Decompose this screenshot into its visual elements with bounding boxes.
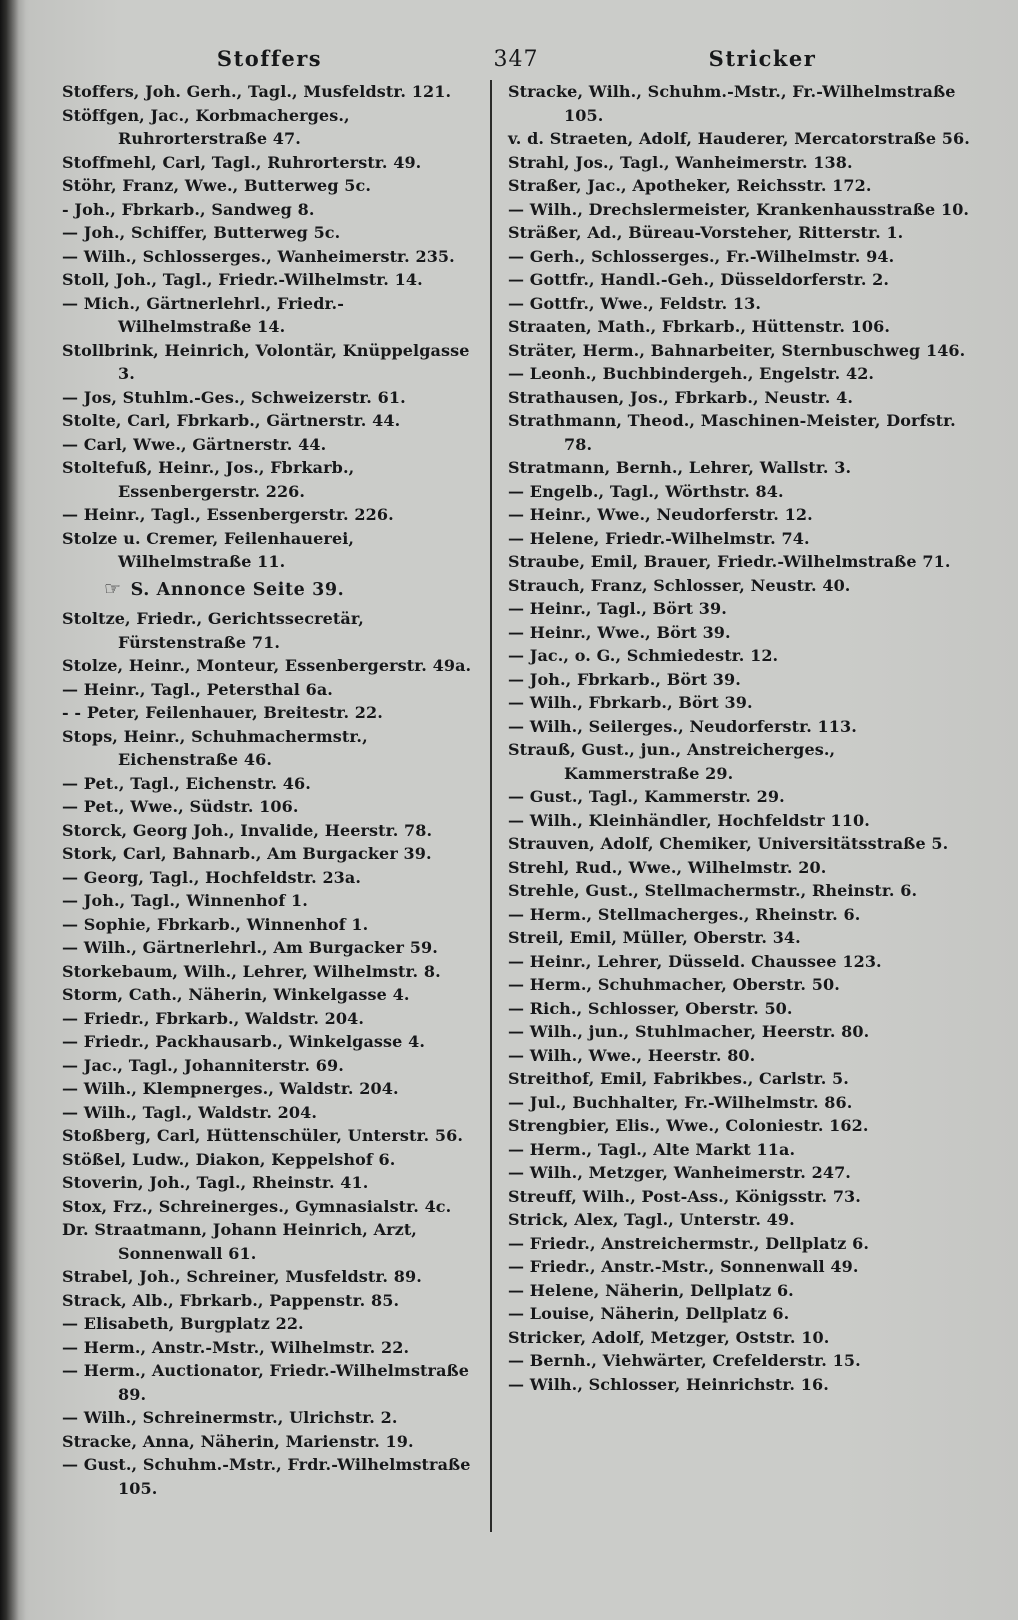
directory-entry: — Herm., Tagl., Alte Markt 11a. [508,1139,796,1159]
directory-entry: — Wilh., Gärtnerlehrl., Am Burgacker 59. [62,938,438,957]
directory-entry: — Georg, Tagl., Hochfeldstr. 23a. [62,867,362,887]
directory-entry: Straaten, Math., Fbrkarb., Hüttenstr. 106. [508,317,891,336]
binding-shadow [0,0,26,1620]
directory-entry: — Wilh., jun., Stuhlmacher, Heerstr. 80. [508,1022,870,1041]
directory-entry: — Heinr., Tagl., Bört 39. [508,599,727,618]
directory-entry: — Louise, Näherin, Dellplatz 6. [508,1304,790,1323]
directory-entry: v. d. Straeten, Adolf, Hauderer, Mercatorstraße 56. [508,129,970,148]
directory-entry: Storm, Cath., Näherin, Winkelgasse 4. [62,985,410,1004]
directory-entry: Stox, Frz., Schreinerges., Gymnasialstr. 4c. [62,1196,452,1216]
directory-entry: — Gust., Schuhm.-Mstr., Frdr.-Wilhelmstraße 105. [62,1455,471,1498]
directory-entry: Stolze, Heinr., Monteur, Essenbergerstr. 49a. [62,656,472,675]
directory-entry: Strehle, Gust., Stellmachermstr., Rheinstr. 6. [508,881,918,900]
directory-entry: — Herm., Anstr.-Mstr., Wilhelmstr. 22. [62,1337,410,1357]
manicule-icon: ☞ [104,577,122,600]
directory-entry: Strahl, Jos., Tagl., Wanheimerstr. 138. [508,152,853,172]
annonce-text: S. Annonce Seite 39. [130,579,345,600]
directory-entry: Sträter, Herm., Bahnarbeiter, Sternbuschweg 146. [508,340,966,360]
directory-entry: Stracke, Wilh., Schuhm.-Mstr., Fr.-Wilhelmstraße 105. [508,82,956,125]
directory-entry: — Gottfr., Handl.-Geh., Düsseldorferstr. 2. [508,270,890,289]
directory-entry: — Heinr., Tagl., Petersthal 6a. [62,679,333,699]
directory-entry: — Wilh., Seilerges., Neudorferstr. 113. [508,716,857,736]
directory-entry: — Gerh., Schlosserges., Fr.-Wilhelmstr. 94. [508,246,895,266]
directory-entry: — Herm., Schuhmacher, Oberstr. 50. [508,975,840,994]
directory-entry: Strauch, Franz, Schlosser, Neustr. 40. [508,575,851,595]
directory-entry: Sträßer, Ad., Büreau-Vorsteher, Ritterstr. 1. [508,223,904,242]
directory-entry: Stratmann, Bernh., Lehrer, Wallstr. 3. [508,458,852,477]
directory-entry: — Jul., Buchhalter, Fr.-Wilhelmstr. 86. [508,1092,853,1112]
directory-entry: - - Peter, Feilenhauer, Breitestr. 22. [62,703,383,722]
directory-entry: — Friedr., Anstr.-Mstr., Sonnenwall 49. [508,1257,859,1276]
directory-entry: — Gottfr., Wwe., Feldstr. 13. [508,293,762,313]
page-header [0,0,1018,80]
directory-entry: Stracke, Anna, Näherin, Marienstr. 19. [62,1431,414,1451]
directory-entry: Storck, Georg Joh., Invalide, Heerstr. 78. [62,820,433,840]
directory-entry: — Wilh., Schlosser, Heinrichstr. 16. [508,1374,829,1394]
directory-entry: Stöhr, Franz, Wwe., Butterweg 5c. [62,176,372,195]
page-number: 347 [493,47,539,72]
directory-entry: — Wilh., Tagl., Waldstr. 204. [62,1102,318,1122]
directory-entry: Stoßberg, Carl, Hüttenschüler, Unterstr. 56. [62,1126,463,1145]
directory-entry: — Jac., Tagl., Johanniterstr. 69. [62,1055,344,1075]
directory-entry: Straßer, Jac., Apotheker, Reichsstr. 172. [508,176,872,195]
directory-entry: Storkebaum, Wilh., Lehrer, Wilhelmstr. 8. [62,961,441,981]
directory-entry: Stops, Heinr., Schuhmachermstr., Eichenstraße 46. [62,726,368,769]
directory-entry: — Heinr., Wwe., Neudorferstr. 12. [508,505,813,524]
directory-entry: Strauven, Adolf, Chemiker, Universitätsstraße 5. [508,834,949,853]
directory-entry: — Jos, Stuhlm.-Ges., Schweizerstr. 61. [62,387,406,407]
directory-entry: Stoll, Joh., Tagl., Friedr.-Wilhelmstr. 14. [62,270,423,289]
directory-entry: — Wilh., Wwe., Heerstr. 80. [508,1045,756,1065]
directory-entry: — Pet., Wwe., Südstr. 106. [62,797,299,816]
directory-entry: Stoverin, Joh., Tagl., Rheinstr. 41. [62,1173,369,1192]
directory-entry: Stoffmehl, Carl, Tagl., Ruhrorterstr. 49. [62,152,422,172]
guide-word-left: Stoffers [216,46,323,71]
directory-entry: Stöffgen, Jac., Korbmacherges., Ruhrorterstraße 47. [62,105,350,148]
directory-entry: — Wilh., Schreinermstr., Ulrichstr. 2. [62,1408,398,1427]
directory-entry: Strathmann, Theod., Maschinen-Meister, Dorfstr. 78. [508,411,956,454]
annonce-note [62,578,474,603]
directory-entry: — Sophie, Fbrkarb., Winnenhof 1. [62,914,369,934]
directory-entry: — Joh., Tagl., Winnenhof 1. [62,891,308,910]
guide-word-right: Stricker [708,46,817,71]
directory-entry: — Wilh., Klempnerges., Waldstr. 204. [62,1079,399,1098]
directory-entry: — Helene, Näherin, Dellplatz 6. [508,1280,794,1300]
directory-entry: — Heinr., Tagl., Essenbergerstr. 226. [62,505,394,524]
directory-entry: — Helene, Friedr.-Wilhelmstr. 74. [508,528,810,548]
directory-entry: — Leonh., Buchbindergeh., Engelstr. 42. [508,364,875,383]
directory-entry: - Joh., Fbrkarb., Sandweg 8. [62,199,315,219]
directory-entry: — Friedr., Packhausarb., Winkelgasse 4. [62,1032,425,1051]
directory-entry: — Bernh., Viehwärter, Crefelderstr. 15. [508,1351,861,1370]
column-right [492,80,972,1532]
directory-entry: Strauß, Gust., jun., Anstreicherges., Kammerstraße 29. [508,740,836,783]
directory-entry: Stoltefuß, Heinr., Jos., Fbrkarb., Essenbergerstr. 226. [62,458,355,501]
directory-entry: — Herm., Auctionator, Friedr.-Wilhelmstraße 89. [62,1361,470,1404]
directory-entry: Stork, Carl, Bahnarb., Am Burgacker 39. [62,844,432,863]
directory-entry: — Heinr., Wwe., Bört 39. [508,622,731,642]
directory-entry: — Engelb., Tagl., Wörthstr. 84. [508,481,784,501]
directory-entry: — Carl, Wwe., Gärtnerstr. 44. [62,434,327,454]
columns-container [0,80,1018,1532]
directory-entry: — Joh., Fbrkarb., Bört 39. [508,669,741,689]
directory-entry: Dr. Straatmann, Johann Heinrich, Arzt, Sonnenwall 61. [62,1220,417,1263]
directory-entry: Stricker, Adolf, Metzger, Oststr. 10. [508,1327,830,1347]
directory-entry: — Joh., Schiffer, Butterweg 5c. [62,223,341,242]
directory-entry: — Heinr., Lehrer, Düsseld. Chaussee 123. [508,951,882,971]
directory-entry: Streil, Emil, Müller, Oberstr. 34. [508,928,801,947]
directory-entry: Strengbier, Elis., Wwe., Coloniestr. 162. [508,1116,869,1135]
directory-entry: — Wilh., Metzger, Wanheimerstr. 247. [508,1163,851,1182]
directory-entry: — Jac., o. G., Schmiedestr. 12. [508,646,779,665]
directory-entry: Stoltze, Friedr., Gerichtssecretär, Fürstenstraße 71. [62,609,364,652]
directory-entry: Strehl, Rud., Wwe., Wilhelmstr. 20. [508,857,827,877]
directory-entry: — Wilh., Drechslermeister, Krankenhausstraße 10. [508,199,970,219]
directory-entry: — Wilh., Kleinhändler, Hochfeldstr 110. [508,810,870,830]
directory-entry: — Pet., Tagl., Eichenstr. 46. [62,773,311,793]
directory-entry: Stollbrink, Heinrich, Volontär, Knüppelgasse 3. [62,340,470,383]
directory-entry: — Herm., Stellmacherges., Rheinstr. 6. [508,904,861,924]
directory-entry: — Wilh., Schlosserges., Wanheimerstr. 235. [62,246,455,266]
directory-entry: Strabel, Joh., Schreiner, Musfeldstr. 89. [62,1267,422,1286]
directory-entry: Stoffers, Joh. Gerh., Tagl., Musfeldstr. 121. [62,82,452,101]
column-left [62,80,490,1532]
directory-entry: Streuff, Wilh., Post-Ass., Königsstr. 73. [508,1186,861,1206]
directory-entry: — Wilh., Fbrkarb., Bört 39. [508,693,753,712]
directory-entry: — Gust., Tagl., Kammerstr. 29. [508,787,785,806]
directory-entry: Strick, Alex, Tagl., Unterstr. 49. [508,1210,795,1229]
directory-entry: Streithof, Emil, Fabrikbes., Carlstr. 5. [508,1069,849,1088]
directory-entry: Strack, Alb., Fbrkarb., Pappenstr. 85. [62,1290,400,1310]
directory-entry: — Elisabeth, Burgplatz 22. [62,1314,304,1333]
directory-entry: Stolze u. Cremer, Feilenhauerei, Wilhelmstraße 11. [62,528,355,571]
directory-entry: Strathausen, Jos., Fbrkarb., Neustr. 4. [508,387,853,407]
directory-entry: Stößel, Ludw., Diakon, Keppelshof 6. [62,1149,396,1169]
directory-entry: Straube, Emil, Brauer, Friedr.-Wilhelmstraße 71. [508,552,951,571]
directory-entry: — Friedr., Fbrkarb., Waldstr. 204. [62,1008,365,1028]
directory-entry: — Friedr., Anstreichermstr., Dellplatz 6. [508,1233,870,1253]
directory-entry: — Mich., Gärtnerlehrl., Friedr.-Wilhelmstraße 14. [62,293,344,336]
directory-entry: Stolte, Carl, Fbrkarb., Gärtnerstr. 44. [62,411,401,430]
directory-entry: — Rich., Schlosser, Oberstr. 50. [508,998,793,1018]
